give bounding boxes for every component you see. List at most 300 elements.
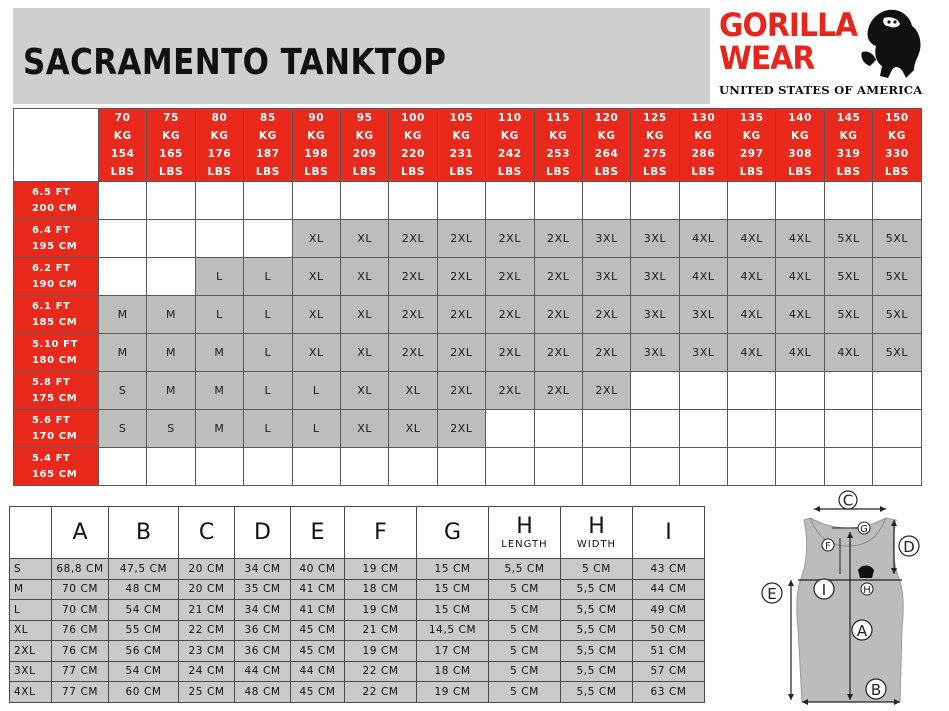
size-cell bbox=[389, 182, 437, 220]
measure-cell: 5 CM bbox=[489, 641, 561, 662]
size-cell: L bbox=[195, 258, 243, 296]
measure-cell: 5 CM bbox=[489, 661, 561, 682]
size-cell bbox=[679, 448, 727, 486]
size-cell: 2XL bbox=[437, 334, 485, 372]
size-cell bbox=[582, 410, 630, 448]
measure-cell: 54 CM bbox=[109, 600, 179, 621]
size-cell bbox=[99, 220, 147, 258]
page-title: SACRAMENTO TANKTOP bbox=[23, 42, 447, 83]
size-cell: 2XL bbox=[486, 220, 534, 258]
size-cell bbox=[582, 182, 630, 220]
weight-kg: 110 KG bbox=[497, 112, 522, 142]
measure-row bbox=[10, 620, 705, 641]
height-cm: 180 CM bbox=[32, 354, 78, 366]
weight-lbs: 253 LBS bbox=[546, 148, 571, 178]
measure-cell: 55 CM bbox=[109, 620, 179, 641]
size-cell: 5XL bbox=[873, 258, 921, 296]
measure-cell: 34 CM bbox=[235, 600, 291, 621]
logo-word-gorilla: GORILLA bbox=[719, 6, 858, 44]
measure-cell: 49 CM bbox=[633, 600, 705, 621]
size-cell bbox=[147, 182, 195, 220]
height-header-cell bbox=[14, 296, 99, 334]
measure-letter: H bbox=[516, 513, 533, 539]
size-cell: S bbox=[99, 410, 147, 448]
height-row bbox=[14, 296, 922, 334]
measure-letter: I bbox=[665, 519, 672, 545]
height-header-cell bbox=[14, 258, 99, 296]
measure-cell: 77 CM bbox=[52, 682, 109, 703]
measure-letter: D bbox=[254, 519, 271, 545]
size-cell bbox=[147, 220, 195, 258]
weight-kg: 120 KG bbox=[594, 112, 619, 142]
measure-cell: 15 CM bbox=[417, 600, 489, 621]
measure-cell: 22 CM bbox=[345, 682, 417, 703]
size-cell: 2XL bbox=[437, 220, 485, 258]
diagram-label-g: G bbox=[860, 524, 868, 535]
weight-kg: 70 KG bbox=[113, 112, 132, 142]
size-cell bbox=[534, 448, 582, 486]
measure-cell: 15 CM bbox=[417, 559, 489, 580]
measure-column-header bbox=[52, 507, 109, 559]
size-cell: L bbox=[195, 296, 243, 334]
size-cell bbox=[776, 182, 824, 220]
size-cell bbox=[292, 448, 340, 486]
weight-header-cell bbox=[534, 109, 582, 182]
weight-header-cell bbox=[631, 109, 679, 182]
measure-cell: 60 CM bbox=[109, 682, 179, 703]
measure-column-header bbox=[561, 507, 633, 559]
size-cell: 2XL bbox=[486, 296, 534, 334]
size-cell bbox=[534, 182, 582, 220]
height-cm: 175 CM bbox=[32, 392, 78, 404]
size-cell: L bbox=[292, 372, 340, 410]
measure-cell: 36 CM bbox=[235, 641, 291, 662]
weight-lbs: 231 LBS bbox=[449, 148, 474, 178]
measure-cell: 5,5 CM bbox=[561, 600, 633, 621]
size-cell bbox=[631, 448, 679, 486]
measure-letter: B bbox=[135, 519, 152, 545]
weight-lbs: 264 LBS bbox=[594, 148, 619, 178]
weight-header-cell bbox=[873, 109, 921, 182]
height-row bbox=[14, 220, 922, 258]
measurement-table bbox=[9, 506, 705, 703]
measure-corner-cell bbox=[10, 507, 52, 559]
size-cell bbox=[776, 448, 824, 486]
size-cell: 5XL bbox=[824, 258, 872, 296]
size-cell: 2XL bbox=[437, 372, 485, 410]
size-cell bbox=[292, 182, 340, 220]
measure-cell: 44 CM bbox=[235, 661, 291, 682]
weight-kg: 100 KG bbox=[401, 112, 425, 142]
size-cell bbox=[873, 372, 921, 410]
measure-cell: 51 CM bbox=[633, 641, 705, 662]
gorilla-icon bbox=[848, 4, 926, 82]
size-cell: XL bbox=[340, 410, 388, 448]
weight-lbs: 165 LBS bbox=[159, 148, 184, 178]
weight-lbs: 286 LBS bbox=[691, 148, 716, 178]
size-cell: L bbox=[244, 334, 292, 372]
size-cell bbox=[147, 258, 195, 296]
size-cell bbox=[244, 182, 292, 220]
size-cell: M bbox=[147, 296, 195, 334]
size-cell: 2XL bbox=[486, 258, 534, 296]
diagram-label-c: C bbox=[842, 491, 854, 510]
weight-header-cell bbox=[437, 109, 485, 182]
measure-cell: 5 CM bbox=[489, 620, 561, 641]
size-cell: S bbox=[99, 372, 147, 410]
size-cell bbox=[873, 182, 921, 220]
size-cell: 2XL bbox=[582, 334, 630, 372]
weight-kg: 140 KG bbox=[788, 112, 813, 142]
measure-cell: 5,5 CM bbox=[489, 559, 561, 580]
size-cell bbox=[631, 182, 679, 220]
size-cell bbox=[147, 448, 195, 486]
size-cell bbox=[99, 182, 147, 220]
weight-header-cell bbox=[389, 109, 437, 182]
size-cell: 4XL bbox=[679, 220, 727, 258]
measure-cell: 48 CM bbox=[109, 579, 179, 600]
measure-cell: 68,8 CM bbox=[52, 559, 109, 580]
height-cm: 190 CM bbox=[32, 278, 78, 290]
measure-cell: 5,5 CM bbox=[561, 641, 633, 662]
size-cell: 4XL bbox=[728, 296, 776, 334]
measure-cell: 20 CM bbox=[179, 559, 235, 580]
height-cm: 170 CM bbox=[32, 430, 78, 442]
measure-size-label: 4XL bbox=[10, 682, 52, 703]
size-cell bbox=[534, 410, 582, 448]
measure-column-header bbox=[345, 507, 417, 559]
height-ft: 6.4 FT bbox=[32, 224, 71, 236]
measure-cell: 45 CM bbox=[291, 682, 345, 703]
height-header-cell bbox=[14, 334, 99, 372]
measure-cell: 45 CM bbox=[291, 641, 345, 662]
measure-cell: 5,5 CM bbox=[561, 661, 633, 682]
size-cell: 2XL bbox=[582, 296, 630, 334]
measure-cell: 63 CM bbox=[633, 682, 705, 703]
measure-cell: 18 CM bbox=[417, 661, 489, 682]
size-cell bbox=[582, 448, 630, 486]
size-cell: M bbox=[195, 372, 243, 410]
size-cell: 3XL bbox=[582, 220, 630, 258]
weight-kg: 105 KG bbox=[449, 112, 474, 142]
size-cell: L bbox=[244, 296, 292, 334]
diagram-label-e: E bbox=[767, 585, 777, 603]
size-cell bbox=[824, 410, 872, 448]
size-cell: 5XL bbox=[824, 220, 872, 258]
weight-lbs: 308 LBS bbox=[788, 148, 813, 178]
size-cell: XL bbox=[292, 296, 340, 334]
measure-cell: 43 CM bbox=[633, 559, 705, 580]
weight-kg: 115 KG bbox=[546, 112, 571, 142]
size-cell bbox=[728, 448, 776, 486]
weight-lbs: 198 LBS bbox=[304, 148, 329, 178]
size-cell bbox=[679, 372, 727, 410]
weight-header-cell bbox=[582, 109, 630, 182]
measure-column-header bbox=[179, 507, 235, 559]
weight-lbs: 242 LBS bbox=[497, 148, 522, 178]
height-cm: 195 CM bbox=[32, 240, 78, 252]
size-cell: 3XL bbox=[631, 220, 679, 258]
size-cell: 2XL bbox=[486, 334, 534, 372]
size-cell: 5XL bbox=[873, 334, 921, 372]
measure-cell: 15 CM bbox=[417, 579, 489, 600]
weight-kg: 150 KG bbox=[885, 112, 909, 142]
logo-word-wear: WEAR bbox=[719, 39, 815, 77]
size-cell: 2XL bbox=[437, 296, 485, 334]
size-cell: 2XL bbox=[486, 372, 534, 410]
size-cell: 2XL bbox=[437, 410, 485, 448]
measure-row bbox=[10, 579, 705, 600]
measure-cell: 17 CM bbox=[417, 641, 489, 662]
measure-cell: 76 CM bbox=[52, 620, 109, 641]
weight-kg: 125 KG bbox=[643, 112, 667, 142]
weight-lbs: 297 LBS bbox=[739, 148, 764, 178]
size-cell: XL bbox=[340, 334, 388, 372]
height-cm: 165 CM bbox=[32, 468, 78, 480]
measure-cell: 40 CM bbox=[291, 559, 345, 580]
brand-logo bbox=[716, 4, 926, 102]
size-cell: 4XL bbox=[679, 258, 727, 296]
size-cell bbox=[244, 448, 292, 486]
size-cell: 4XL bbox=[776, 296, 824, 334]
measure-cell: 23 CM bbox=[179, 641, 235, 662]
size-cell: L bbox=[292, 410, 340, 448]
height-header-cell bbox=[14, 410, 99, 448]
measure-size-label: M bbox=[10, 579, 52, 600]
measure-cell: 48 CM bbox=[235, 682, 291, 703]
height-header-cell bbox=[14, 182, 99, 220]
weight-kg: 135 KG bbox=[739, 112, 764, 142]
measure-column-header bbox=[417, 507, 489, 559]
size-cell: 2XL bbox=[534, 372, 582, 410]
size-cell: M bbox=[147, 334, 195, 372]
size-cell bbox=[728, 372, 776, 410]
size-cell bbox=[486, 410, 534, 448]
size-cell bbox=[99, 258, 147, 296]
measure-cell: 56 CM bbox=[109, 641, 179, 662]
weight-header-cell bbox=[824, 109, 872, 182]
size-cell: XL bbox=[389, 372, 437, 410]
measure-column-header bbox=[633, 507, 705, 559]
height-ft: 6.5 FT bbox=[32, 186, 71, 198]
size-cell bbox=[244, 220, 292, 258]
measure-column-header bbox=[291, 507, 345, 559]
size-cell: 2XL bbox=[437, 258, 485, 296]
measure-column-header bbox=[489, 507, 561, 559]
height-ft: 6.1 FT bbox=[32, 300, 71, 312]
weight-lbs: 330 LBS bbox=[884, 148, 909, 178]
height-row bbox=[14, 410, 922, 448]
size-cell: 2XL bbox=[534, 258, 582, 296]
size-cell: 5XL bbox=[824, 296, 872, 334]
measure-cell: 24 CM bbox=[179, 661, 235, 682]
measure-row bbox=[10, 682, 705, 703]
height-header-cell bbox=[14, 220, 99, 258]
size-cell: M bbox=[195, 410, 243, 448]
measure-letter: E bbox=[310, 519, 325, 545]
size-cell bbox=[195, 448, 243, 486]
size-cell bbox=[873, 448, 921, 486]
measure-header-row bbox=[10, 507, 705, 559]
height-row bbox=[14, 258, 922, 296]
size-cell bbox=[340, 182, 388, 220]
size-cell: 4XL bbox=[776, 334, 824, 372]
height-row bbox=[14, 182, 922, 220]
size-cell: XL bbox=[340, 372, 388, 410]
weight-kg: 145 KG bbox=[836, 112, 861, 142]
measure-cell: 50 CM bbox=[633, 620, 705, 641]
diagram-label-f: F bbox=[825, 541, 831, 552]
size-cell: 2XL bbox=[389, 220, 437, 258]
size-cell: M bbox=[99, 334, 147, 372]
measure-cell: 36 CM bbox=[235, 620, 291, 641]
weight-header-cell bbox=[195, 109, 243, 182]
measure-cell: 19 CM bbox=[345, 559, 417, 580]
measure-cell: 21 CM bbox=[179, 600, 235, 621]
measure-letter: H bbox=[588, 513, 605, 539]
measure-cell: 34 CM bbox=[235, 559, 291, 580]
size-cell: XL bbox=[340, 220, 388, 258]
measure-sub: LENGTH bbox=[501, 538, 548, 550]
size-cell: L bbox=[244, 410, 292, 448]
diagram-label-a: A bbox=[856, 622, 868, 640]
weight-kg: 75 KG bbox=[162, 112, 181, 142]
size-cell: S bbox=[147, 410, 195, 448]
size-cell: 4XL bbox=[728, 258, 776, 296]
weight-header-cell bbox=[244, 109, 292, 182]
measure-cell: 54 CM bbox=[109, 661, 179, 682]
measure-cell: 22 CM bbox=[179, 620, 235, 641]
measure-cell: 5,5 CM bbox=[561, 682, 633, 703]
size-cell: XL bbox=[292, 334, 340, 372]
size-cell bbox=[340, 448, 388, 486]
size-cell: 2XL bbox=[534, 296, 582, 334]
size-cell bbox=[824, 448, 872, 486]
height-cm: 185 CM bbox=[32, 316, 78, 328]
measure-size-label: XL bbox=[10, 620, 52, 641]
measure-size-label: 2XL bbox=[10, 641, 52, 662]
height-row bbox=[14, 334, 922, 372]
size-cell bbox=[679, 410, 727, 448]
measure-row bbox=[10, 600, 705, 621]
size-cell: 5XL bbox=[873, 220, 921, 258]
measure-cell: 47,5 CM bbox=[109, 559, 179, 580]
measure-cell: 25 CM bbox=[179, 682, 235, 703]
size-cell: XL bbox=[389, 410, 437, 448]
size-cell: 2XL bbox=[534, 220, 582, 258]
height-ft: 6.2 FT bbox=[32, 262, 71, 274]
size-cell: XL bbox=[340, 296, 388, 334]
measure-cell: 35 CM bbox=[235, 579, 291, 600]
measure-size-label: S bbox=[10, 559, 52, 580]
measure-cell: 5 CM bbox=[489, 682, 561, 703]
size-cell bbox=[195, 182, 243, 220]
measure-cell: 5 CM bbox=[489, 579, 561, 600]
size-cell: XL bbox=[340, 258, 388, 296]
measure-column-header bbox=[109, 507, 179, 559]
measure-cell: 45 CM bbox=[291, 620, 345, 641]
size-cell: 2XL bbox=[582, 372, 630, 410]
measure-row bbox=[10, 559, 705, 580]
size-cell: L bbox=[244, 258, 292, 296]
size-cell: 4XL bbox=[824, 334, 872, 372]
size-cell bbox=[389, 448, 437, 486]
size-cell bbox=[486, 182, 534, 220]
measure-cell: 5,5 CM bbox=[561, 579, 633, 600]
measure-letter: A bbox=[72, 519, 88, 545]
weight-header-cell bbox=[99, 109, 147, 182]
size-cell: 3XL bbox=[631, 258, 679, 296]
title-bar bbox=[13, 8, 710, 104]
measure-cell: 5 CM bbox=[561, 559, 633, 580]
measure-letter: F bbox=[374, 519, 387, 545]
size-chart bbox=[13, 108, 922, 486]
measure-cell: 5 CM bbox=[489, 600, 561, 621]
height-row bbox=[14, 448, 922, 486]
measure-row bbox=[10, 641, 705, 662]
size-cell: 3XL bbox=[631, 296, 679, 334]
weight-lbs: 154 LBS bbox=[110, 148, 135, 178]
weight-header-cell bbox=[340, 109, 388, 182]
size-cell: 3XL bbox=[679, 296, 727, 334]
weight-lbs: 275 LBS bbox=[642, 148, 668, 178]
weight-header-cell bbox=[728, 109, 776, 182]
height-ft: 5.6 FT bbox=[32, 414, 71, 426]
weight-kg: 80 KG bbox=[210, 112, 229, 142]
measure-cell: 19 CM bbox=[345, 600, 417, 621]
size-cell bbox=[437, 182, 485, 220]
measure-cell: 57 CM bbox=[633, 661, 705, 682]
weight-kg: 90 KG bbox=[307, 112, 326, 142]
size-cell bbox=[631, 372, 679, 410]
size-cell: 4XL bbox=[776, 220, 824, 258]
measure-cell: 14,5 CM bbox=[417, 620, 489, 641]
measure-cell: 5,5 CM bbox=[561, 620, 633, 641]
weight-lbs: 319 LBS bbox=[836, 148, 861, 178]
weight-lbs: 209 LBS bbox=[352, 148, 377, 178]
size-cell bbox=[728, 182, 776, 220]
measure-cell: 41 CM bbox=[291, 579, 345, 600]
weight-lbs: 187 LBS bbox=[255, 148, 280, 178]
size-cell bbox=[195, 220, 243, 258]
size-cell: M bbox=[147, 372, 195, 410]
diagram-label-h: H bbox=[863, 585, 871, 596]
height-cm: 200 CM bbox=[32, 202, 78, 214]
size-cell bbox=[776, 410, 824, 448]
weight-lbs: 220 LBS bbox=[401, 148, 426, 178]
logo-country: UNITED STATES OF AMERICA bbox=[719, 83, 923, 97]
size-cell: 2XL bbox=[389, 258, 437, 296]
measure-cell: 44 CM bbox=[633, 579, 705, 600]
size-cell bbox=[99, 448, 147, 486]
size-cell: M bbox=[195, 334, 243, 372]
diagram-label-i: I bbox=[821, 581, 827, 599]
measure-cell: 19 CM bbox=[345, 641, 417, 662]
height-header-cell bbox=[14, 372, 99, 410]
size-cell: 5XL bbox=[873, 296, 921, 334]
corner-cell bbox=[14, 109, 99, 182]
size-cell bbox=[873, 410, 921, 448]
weight-kg: 85 KG bbox=[258, 112, 277, 142]
size-cell: 2XL bbox=[389, 296, 437, 334]
weight-header-cell bbox=[292, 109, 340, 182]
height-row bbox=[14, 372, 922, 410]
weight-header-cell bbox=[679, 109, 727, 182]
measure-cell: 19 CM bbox=[417, 682, 489, 703]
size-cell: 4XL bbox=[728, 334, 776, 372]
diagram-label-d: D bbox=[903, 538, 915, 556]
size-cell: XL bbox=[292, 258, 340, 296]
